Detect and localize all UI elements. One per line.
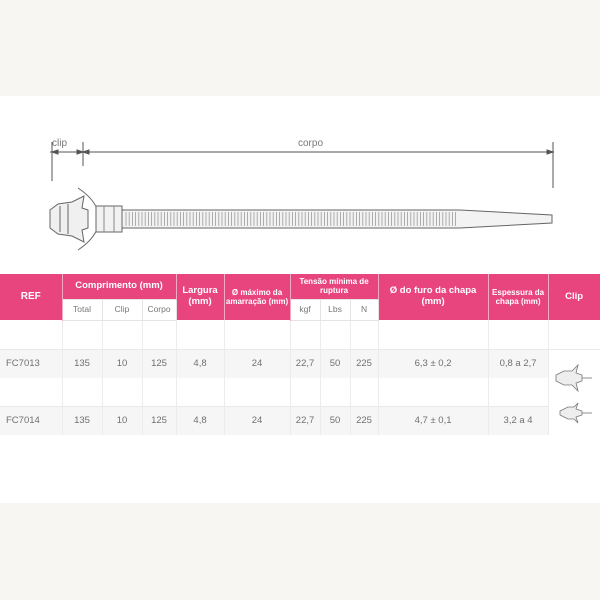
header-furo: Ø do furo da chapa (mm) xyxy=(378,274,488,320)
cell-n: 225 xyxy=(350,349,378,378)
cell-ref: FC7014 xyxy=(0,406,62,435)
cell-espessura: 3,2 a 4 xyxy=(488,406,548,435)
cable-tie-svg xyxy=(0,96,600,272)
arrow-clip-right xyxy=(83,150,89,154)
subheader-kgf: kgf xyxy=(290,299,320,320)
cell-lbs: 50 xyxy=(320,349,350,378)
cable-tie-drawing xyxy=(0,96,600,272)
cell-espessura: 0,8 a 2,7 xyxy=(488,349,548,378)
arrow-right xyxy=(547,150,553,154)
spec-table xyxy=(0,274,600,435)
clip-images xyxy=(548,349,600,435)
table-spacer-row xyxy=(0,320,600,349)
subheader-total: Total xyxy=(62,299,102,320)
cell-kgf: 22,7 xyxy=(290,349,320,378)
cell-furo: 6,3 ± 0,2 xyxy=(378,349,488,378)
cell-corpo: 125 xyxy=(142,349,176,378)
subheader-n: N xyxy=(350,299,378,320)
header-clip-image: Clip xyxy=(548,274,600,320)
arrow-left xyxy=(52,150,58,154)
corpo-dimension-label: corpo xyxy=(298,138,324,149)
header-tensao: Tensão mínima de ruptura xyxy=(290,274,378,299)
subheader-lbs: Lbs xyxy=(320,299,350,320)
header-ref: REF xyxy=(0,274,62,320)
cell-clip: 10 xyxy=(102,349,142,378)
header-espessura: Espessura da chapa (mm) xyxy=(488,274,548,320)
cell-diametro: 24 xyxy=(224,349,290,378)
clip-image-icon xyxy=(552,351,596,431)
cell-n: 225 xyxy=(350,406,378,435)
cell-kgf: 22,7 xyxy=(290,406,320,435)
cell-largura: 4,8 xyxy=(176,349,224,378)
tie-head xyxy=(96,206,122,232)
table-row xyxy=(0,406,600,435)
table-spacer-row xyxy=(0,378,600,407)
clip-shape xyxy=(50,188,98,250)
table-row xyxy=(0,349,600,378)
cell-furo: 4,7 ± 0,1 xyxy=(378,406,488,435)
cell-largura: 4,8 xyxy=(176,406,224,435)
cell-corpo: 125 xyxy=(142,406,176,435)
cell-total: 135 xyxy=(62,349,102,378)
header-largura: Largura (mm) xyxy=(176,274,224,320)
subheader-corpo: Corpo xyxy=(142,299,176,320)
cell-diametro: 24 xyxy=(224,406,290,435)
clip-dimension-label: clip xyxy=(52,138,68,149)
cell-clip: 10 xyxy=(102,406,142,435)
cell-total: 135 xyxy=(62,406,102,435)
subheader-clip: Clip xyxy=(102,299,142,320)
header-comprimento: Comprimento (mm) xyxy=(62,274,176,299)
cell-lbs: 50 xyxy=(320,406,350,435)
top-band xyxy=(0,0,600,96)
cell-ref: FC7013 xyxy=(0,349,62,378)
bottom-band xyxy=(0,503,600,600)
header-diametro: Ø máximo da amarração (mm) xyxy=(224,274,290,320)
